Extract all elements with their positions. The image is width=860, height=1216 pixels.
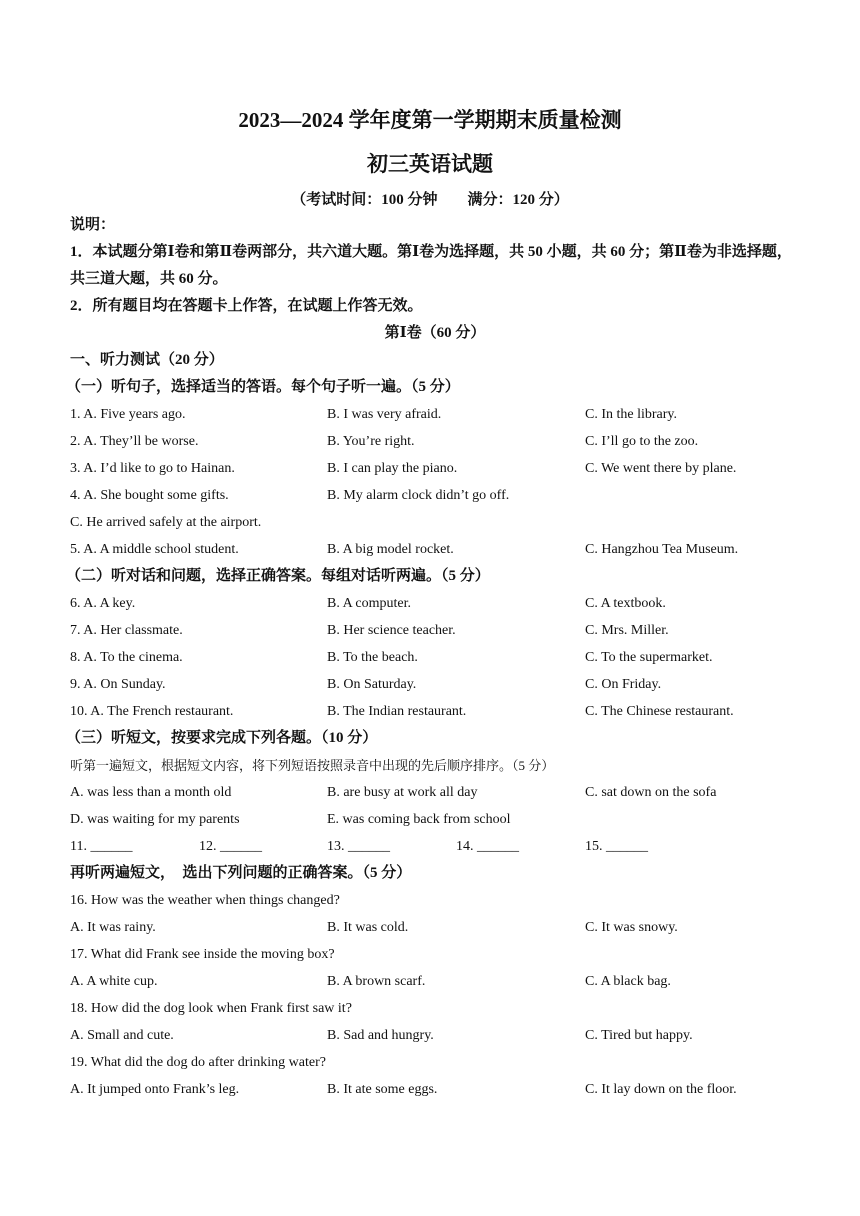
phrase-e: E. was coming back from school <box>327 812 511 827</box>
question-18-text: 18. How did the dog look when Frank first saw it? <box>70 1001 352 1016</box>
answer-blanks <box>70 833 800 860</box>
option-c: C. In the library. <box>585 407 678 422</box>
instruction-item-2: 2．所有题目均在答题卡上作答，在试题上作答无效。 <box>70 298 423 314</box>
question-1 <box>70 401 800 428</box>
option-c: C. A textbook. <box>585 596 666 611</box>
phrases-row-2 <box>70 806 800 833</box>
question-17-options <box>70 968 800 995</box>
part-1-heading: （一）听句子，选择适当的答语。每个句子听一遍。（5 分） <box>66 379 460 395</box>
question-17-text: 17. What did Frank see inside the moving box? <box>70 947 335 962</box>
question-5 <box>70 536 800 563</box>
blank-12: 12. ______ <box>199 839 262 854</box>
phrase-c: C. sat down on the sofa <box>585 785 717 800</box>
phrase-a: A. was less than a month old <box>70 785 232 800</box>
option-a: 9. A. On Sunday. <box>70 677 166 692</box>
option-b: B. Sad and hungry. <box>327 1028 434 1043</box>
option-b: B. A brown scarf. <box>327 974 426 989</box>
question-19-text: 19. What did the dog do after drinking water? <box>70 1055 326 1070</box>
question-7 <box>70 617 800 644</box>
option-b: B. My alarm clock didn’t go off. <box>327 488 510 503</box>
question-16-options <box>70 914 800 941</box>
question-6 <box>70 590 800 617</box>
section-1-heading: 一、听力测试（20 分） <box>70 352 224 368</box>
exam-info: （考试时间：100 分钟 满分：120 分） <box>291 192 569 208</box>
option-a: A. It was rainy. <box>70 920 156 935</box>
blank-11: 11. ______ <box>70 839 133 854</box>
option-a: 1. A. Five years ago. <box>70 407 186 422</box>
question-2 <box>70 428 800 455</box>
option-a: 8. A. To the cinema. <box>70 650 183 665</box>
question-18-options <box>70 1022 800 1049</box>
question-4 <box>70 482 800 509</box>
blank-13: 13. ______ <box>327 839 390 854</box>
option-b: B. The Indian restaurant. <box>327 704 467 719</box>
option-b: B. On Saturday. <box>327 677 417 692</box>
exam-content <box>66 212 800 1103</box>
blank-14: 14. ______ <box>456 839 519 854</box>
option-a: A. Small and cute. <box>70 1028 174 1043</box>
option-a: 6. A. A key. <box>70 596 136 611</box>
option-b: B. A computer. <box>327 596 411 611</box>
option-b: B. You’re right. <box>327 434 415 449</box>
option-c: C. I’ll go to the zoo. <box>585 434 699 449</box>
option-c: C. A black bag. <box>585 974 671 989</box>
exam-subtitle: 初三英语试题 <box>367 152 493 176</box>
question-8 <box>70 644 800 671</box>
option-b: B. To the beach. <box>327 650 418 665</box>
question-10 <box>70 698 800 725</box>
option-c: C. We went there by plane. <box>585 461 737 476</box>
part-2-heading: （二）听对话和问题，选择正确答案。每组对话听两遍。（5 分） <box>66 568 490 584</box>
option-b: B. It was cold. <box>327 920 409 935</box>
question-4-option-c <box>70 509 800 536</box>
part-3-heading-2: 再听两遍短文， 选出下列问题的正确答案。（5 分） <box>70 865 412 881</box>
option-a: 3. A. I’d like to go to Hainan. <box>70 461 235 476</box>
option-b: B. It ate some eggs. <box>327 1082 438 1097</box>
option-b: B. I was very afraid. <box>327 407 442 422</box>
option-a: 10. A. The French restaurant. <box>70 704 234 719</box>
option-a: 4. A. She bought some gifts. <box>70 488 229 503</box>
question-3 <box>70 455 800 482</box>
option-c: C. He arrived safely at the airport. <box>70 515 262 530</box>
option-a: A. A white cup. <box>70 974 158 989</box>
option-c: C. To the supermarket. <box>585 650 713 665</box>
option-a: 5. A. A middle school student. <box>70 542 239 557</box>
part-3-instruction: 听第一遍短文，根据短文内容，将下列短语按照录音中出现的先后顺序排序。（5 分） <box>70 758 555 773</box>
instruction-item-1: 1．本试题分第Ⅰ卷和第Ⅱ卷两部分，共六道大题。第Ⅰ卷为选择题，共 50 小题，共 60 分；第Ⅱ卷为非选择题，共三道大题，共 60 分。 <box>70 244 792 287</box>
option-a: A. It jumped onto Frank’s leg. <box>70 1082 240 1097</box>
blank-15: 15. ______ <box>585 839 648 854</box>
question-19-options <box>70 1076 800 1103</box>
exam-title: 2023—2024 学年度第一学期期末质量检测 <box>238 108 622 132</box>
option-c: C. It lay down on the floor. <box>585 1082 737 1097</box>
option-b: B. I can play the piano. <box>327 461 458 476</box>
option-c: C. Hangzhou Tea Museum. <box>585 542 739 557</box>
option-a: 7. A. Her classmate. <box>70 623 183 638</box>
phrase-d: D. was waiting for my parents <box>70 812 240 827</box>
option-c: C. Mrs. Miller. <box>585 623 669 638</box>
phrase-b: B. are busy at work all day <box>327 785 478 800</box>
option-c: C. It was snowy. <box>585 920 678 935</box>
option-c: C. On Friday. <box>585 677 662 692</box>
option-b: B. A big model rocket. <box>327 542 454 557</box>
phrases-row-1 <box>70 779 800 806</box>
question-9 <box>70 671 800 698</box>
question-16-text: 16. How was the weather when things changed? <box>70 893 340 908</box>
option-b: B. Her science teacher. <box>327 623 456 638</box>
instructions-label: 说明： <box>70 217 116 233</box>
option-c: C. Tired but happy. <box>585 1028 693 1043</box>
option-a: 2. A. They’ll be worse. <box>70 434 199 449</box>
part-3-heading: （三）听短文，按要求完成下列各题。（10 分） <box>66 730 378 746</box>
option-c: C. The Chinese restaurant. <box>585 704 734 719</box>
volume-1-heading: 第Ⅰ卷（60 分） <box>384 325 486 341</box>
